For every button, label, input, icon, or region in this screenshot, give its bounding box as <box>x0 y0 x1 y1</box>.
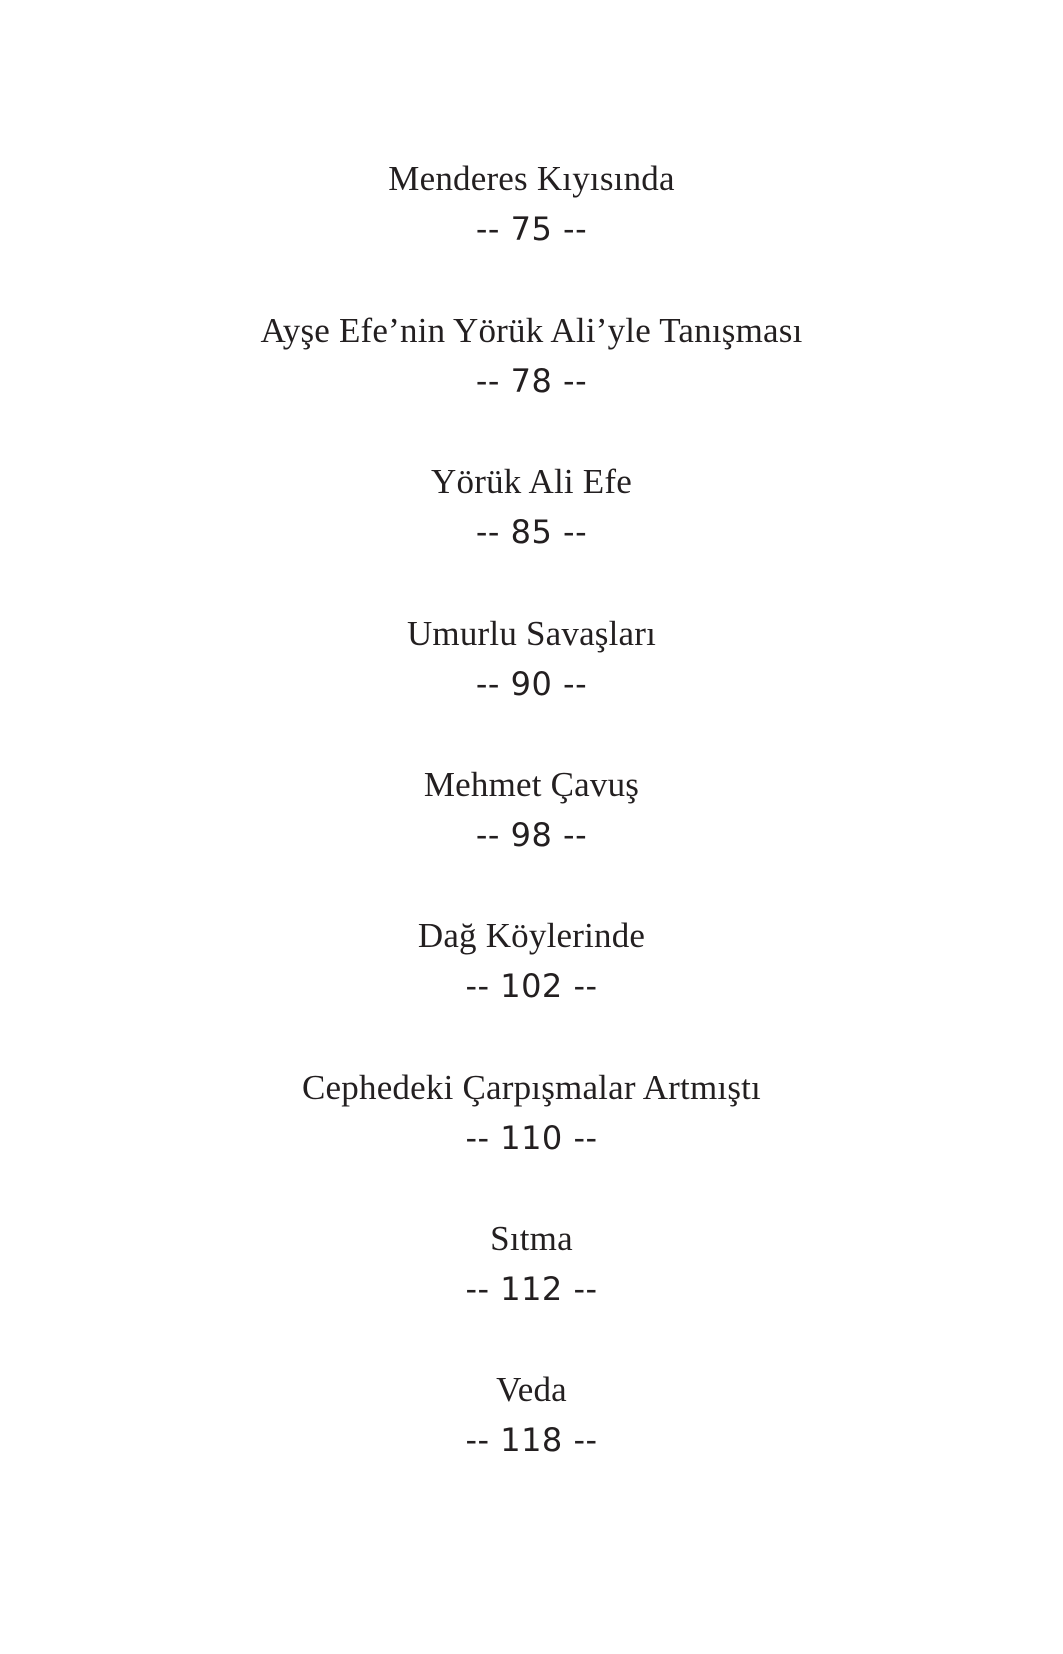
toc-entry <box>0 157 1063 249</box>
chapter-title: Umurlu Savaşları <box>406 614 657 653</box>
page-number: -- 110 -- <box>465 1119 598 1157</box>
chapter-title: Mehmet Çavuş <box>423 765 640 804</box>
toc-entry <box>0 914 1063 1006</box>
chapter-title: Cephedeki Çarpışmalar Artmıştı <box>302 1068 761 1107</box>
toc-entry <box>0 460 1063 552</box>
page-number: -- 112 -- <box>465 1270 598 1308</box>
chapter-title: Menderes Kıyısında <box>388 159 675 198</box>
toc-entry <box>0 612 1063 704</box>
page-number: -- 75 -- <box>475 210 588 248</box>
chapter-title: Dağ Köylerinde <box>417 916 646 955</box>
page-number: -- 102 -- <box>465 967 598 1005</box>
chapter-title: Sıtma <box>490 1219 573 1258</box>
toc-entry <box>0 763 1063 855</box>
toc-entry <box>0 1368 1063 1460</box>
chapter-title: Veda <box>496 1370 567 1409</box>
page-number: -- 78 -- <box>475 362 588 400</box>
page-number: -- 90 -- <box>475 665 588 703</box>
page-number: -- 98 -- <box>475 816 588 854</box>
page-number: -- 118 -- <box>465 1421 598 1459</box>
chapter-title: Yörük Ali Efe <box>431 462 632 501</box>
toc-entry <box>0 309 1063 401</box>
chapter-title: Ayşe Efe’nin Yörük Ali’yle Tanışması <box>260 311 803 350</box>
page-number: -- 85 -- <box>475 513 588 551</box>
toc-entry <box>0 1066 1063 1158</box>
toc-entry <box>0 1217 1063 1309</box>
